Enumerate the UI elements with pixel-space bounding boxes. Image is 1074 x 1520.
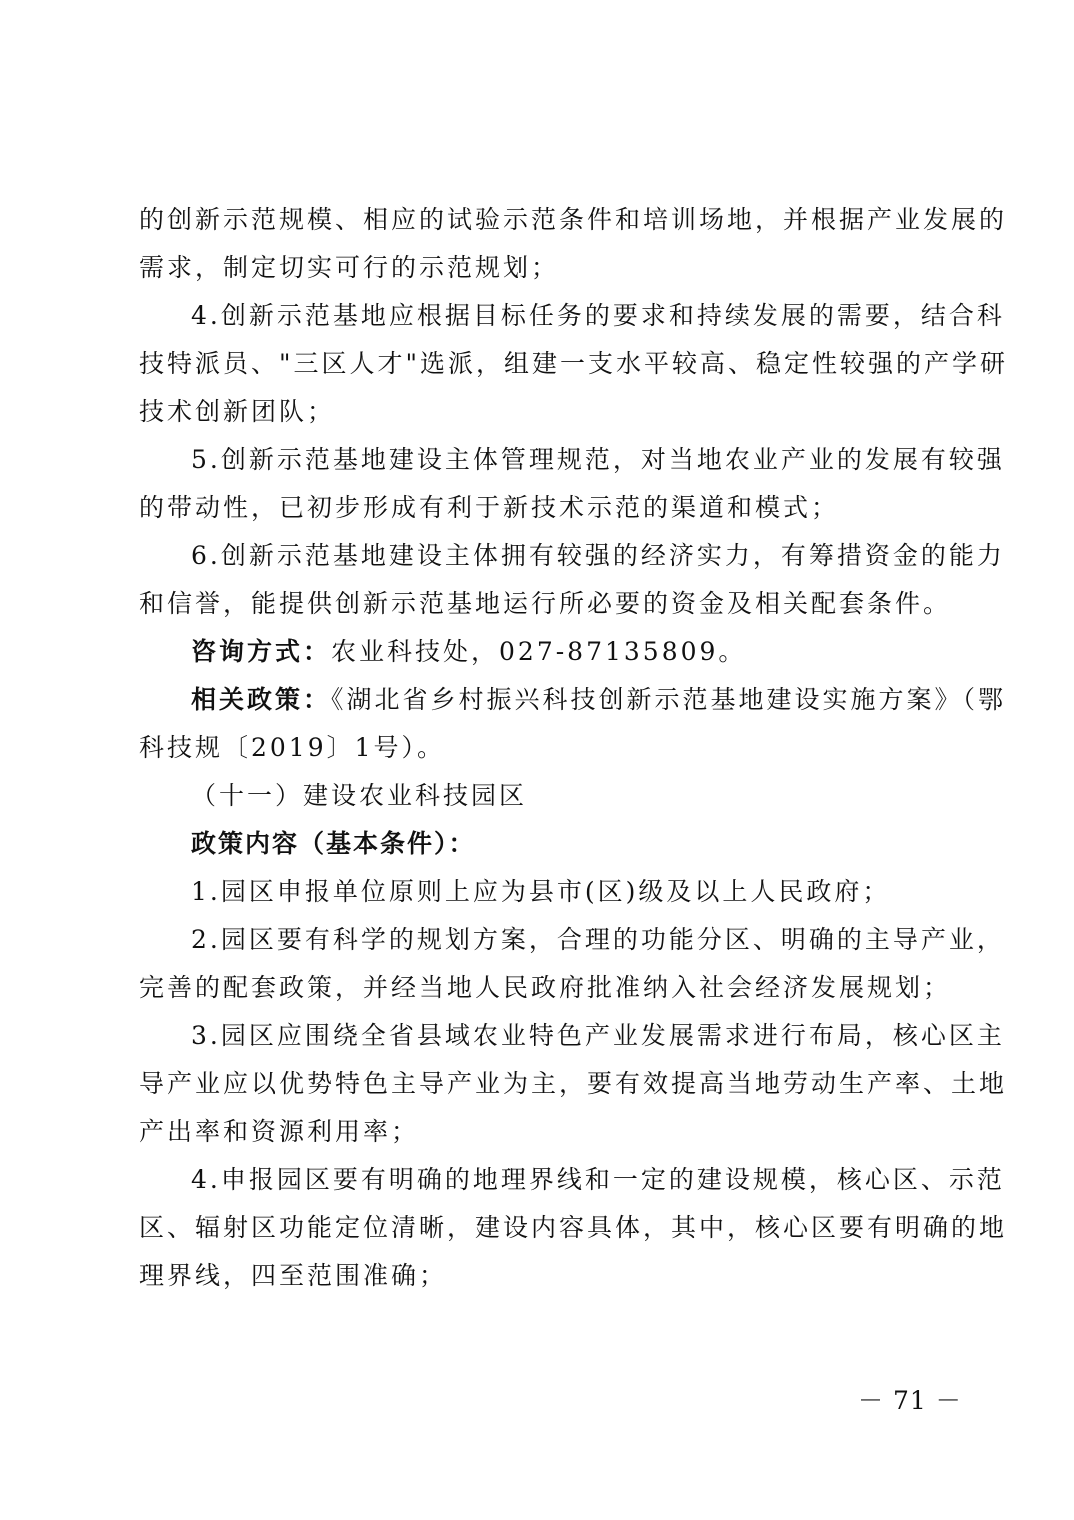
- consult-line: [139, 628, 929, 676]
- paragraph-line: 理界线，四至范围准确；: [139, 1261, 448, 1290]
- policy-text: 《湖北省乡村振兴科技创新示范基地建设实施方案》（鄂: [331, 685, 1007, 714]
- consult-text: 农业科技处，027-87135809。: [331, 637, 747, 666]
- paragraph-line: 技术创新团队；: [139, 397, 336, 426]
- paragraph-line: 1.园区申报单位原则上应为县市(区)级及以上人民政府；: [191, 877, 891, 906]
- paragraph-line: 5.创新示范基地建设主体管理规范，对当地农业产业的发展有较强: [191, 445, 1005, 474]
- paragraph-line: 4.申报园区要有明确的地理界线和一定的建设规模，核心区、示范: [191, 1165, 1005, 1194]
- paragraph-line: 6.创新示范基地建设主体拥有较强的经济实力，有筹措资金的能力: [191, 541, 1005, 570]
- consult-label: 咨询方式：: [191, 637, 332, 666]
- paragraph-line: 完善的配套政策，并经当地人民政府批准纳入社会经济发展规划；: [139, 973, 952, 1002]
- policy-label: 相关政策：: [191, 685, 332, 714]
- page-number: － 71 －: [858, 1386, 962, 1415]
- paragraph-line: 技特派员、"三区人才"选派，组建一支水平较高、稳定性较强的产学研: [139, 349, 1009, 378]
- paragraph-line: 的创新示范规模、相应的试验示范条件和培训场地，并根据产业发展的: [139, 205, 1008, 234]
- paragraph-line: 的带动性，已初步形成有利于新技术示范的渠道和模式；: [139, 493, 840, 522]
- paragraph-line: 4.创新示范基地应根据目标任务的要求和持续发展的需要，结合科: [191, 301, 1005, 330]
- paragraph-line: 产出率和资源利用率；: [139, 1117, 420, 1146]
- body-text: [139, 196, 1009, 1300]
- paragraph-line: 区、辐射区功能定位清晰，建设内容具体，其中，核心区要有明确的地: [139, 1213, 1008, 1242]
- policy-line: [139, 676, 1007, 724]
- section-title: （十一）建设农业科技园区: [191, 781, 528, 810]
- paragraph-line: 导产业应以优势特色主导产业为主，要有效提高当地劳动生产率、土地: [139, 1069, 1008, 1098]
- paragraph-line: 2.园区要有科学的规划方案，合理的功能分区、明确的主导产业，: [191, 925, 1005, 954]
- paragraph-line: 需求，制定切实可行的示范规划；: [139, 253, 560, 282]
- content-heading: 政策内容（基本条件）：: [191, 829, 476, 858]
- paragraph-line: 和信誉，能提供创新示范基地运行所必要的资金及相关配套条件。: [139, 589, 952, 618]
- policy-line-continued: 科技规〔2019〕1号）。: [139, 733, 446, 762]
- paragraph-line: 3.园区应围绕全省县域农业特色产业发展需求进行布局，核心区主: [191, 1021, 1005, 1050]
